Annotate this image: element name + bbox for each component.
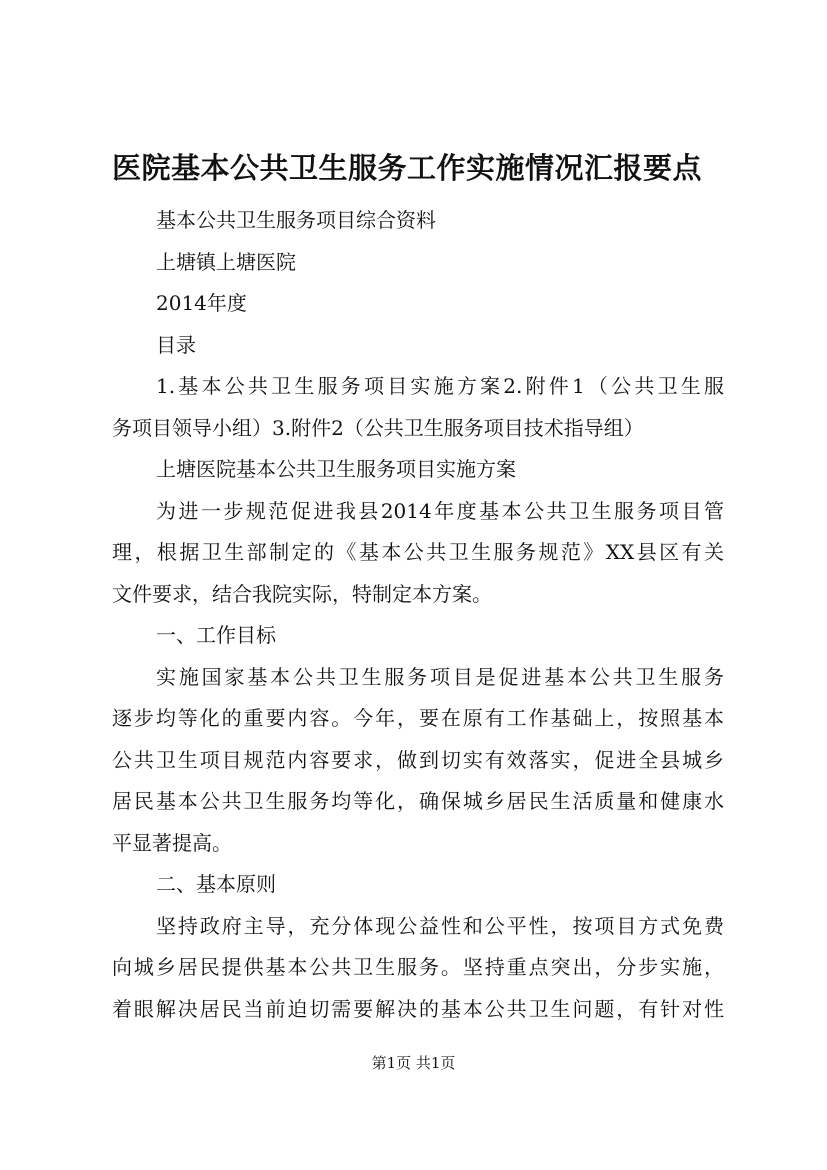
page-footer: 第1页 共1页 [371,1054,456,1072]
body-line: 实施国家基本公共卫生服务项目是促进基本公共卫生服务 [156,664,724,689]
body-line: 务项目领导小组）3.附件2（公共卫生服务项目技术指导组） [112,415,644,440]
body-line: 2014年度 [156,291,247,315]
body-line: 为进一步规范促进我县2014年度基本公共卫生服务项目管 [156,498,724,523]
body-line: 居民基本公共卫生服务均等化，确保城乡居民生活质量和健康水 [112,789,724,813]
document-title: 医院基本公共卫生服务工作实施情况汇报要点 [112,151,703,185]
body-line: 向城乡居民提供基本公共卫生服务。坚持重点突出，分步实施， [112,955,724,979]
body-line: 着眼解决居民当前迫切需要解决的基本公共卫生问题，有针对性 [112,996,724,1021]
body-line: 逐步均等化的重要内容。今年，要在原有工作基础上，按照基本 [112,706,724,730]
body-line: 上塘镇上塘医院 [156,249,296,274]
body-line: 目录 [156,332,196,357]
body-line: 上塘医院基本公共卫生服务项目实施方案 [156,457,516,481]
body-line: 文件要求，结合我院实际，特制定本方案。 [112,581,492,606]
body-line: 二、基本原则 [156,872,276,896]
body-line: 1.基本公共卫生服务项目实施方案2.附件1（公共卫生服 [156,374,724,398]
body-line: 基本公共卫生服务项目综合资料 [156,208,436,232]
body-line: 一、工作目标 [156,623,276,647]
body-line: 坚持政府主导，充分体现公益性和公平性，按项目方式免费 [156,913,724,938]
body-line: 公共卫生项目规范内容要求，做到切实有效落实，促进全县城乡 [112,747,724,772]
body-line: 理，根据卫生部制定的《基本公共卫生服务规范》XX县区有关 [112,540,724,564]
body-line: 平显著提高。 [112,830,232,855]
document-body [112,200,724,1030]
